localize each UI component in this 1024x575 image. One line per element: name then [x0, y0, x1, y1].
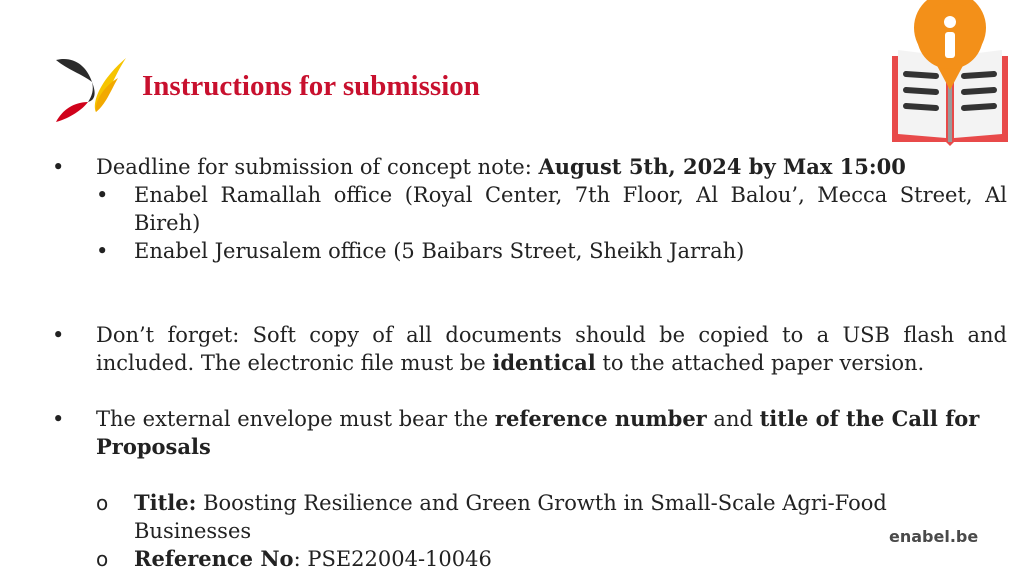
list-item [52, 153, 1007, 181]
page-title: Instructions for submission [142, 70, 480, 102]
dont-forget-text: Don’t forget: Soft copy of all documents should be copied to a USB flash and included. The electronic file must be [96, 323, 1007, 375]
bullet-list [52, 153, 1007, 573]
envelope-and: and [706, 407, 760, 431]
list-item [52, 181, 1007, 237]
list-item [52, 405, 1007, 461]
list-item [52, 321, 1007, 377]
enabel-logo [52, 52, 130, 124]
title-value: Boosting Resilience and Green Growth in Small-Scale Agri-Food Businesses [134, 491, 887, 543]
circle-bullet: o [96, 491, 109, 515]
office-jerusalem: Enabel Jerusalem office (5 Baibars Street, Sheikh Jarrah) [134, 239, 745, 263]
list-item [52, 237, 1007, 265]
book-info-icon [884, 0, 1016, 150]
reference-label: Reference No [134, 546, 294, 571]
dont-forget-suffix: to the attached paper version. [595, 351, 925, 375]
bullet: • [96, 183, 109, 207]
bullet: • [52, 323, 65, 347]
list-item [52, 489, 1007, 545]
deadline-text: Deadline for submission of concept note: [96, 155, 539, 179]
title-emphasis: title of the Call for Proposals [96, 406, 980, 459]
envelope-text: The external envelope must bear the [96, 407, 495, 431]
identical-emphasis: identical [492, 350, 596, 375]
bullet: • [96, 239, 109, 263]
deadline-date: August 5th, 2024 by Max 15:00 [538, 154, 906, 179]
list-item [52, 545, 1007, 573]
reference-number-emphasis: reference number [494, 406, 707, 431]
circle-bullet: o [96, 547, 109, 571]
title-label: Title: [134, 490, 197, 515]
bullet: • [52, 407, 65, 431]
reference-value: : PSE22004-10046 [293, 547, 492, 571]
enabel-website-link[interactable]: enabel.be [889, 527, 979, 546]
bullet: • [52, 155, 65, 179]
office-ramallah: Enabel Ramallah office (Royal Center, 7th Floor, Al Balou’, Mecca Street, Al Bireh) [134, 183, 1007, 235]
